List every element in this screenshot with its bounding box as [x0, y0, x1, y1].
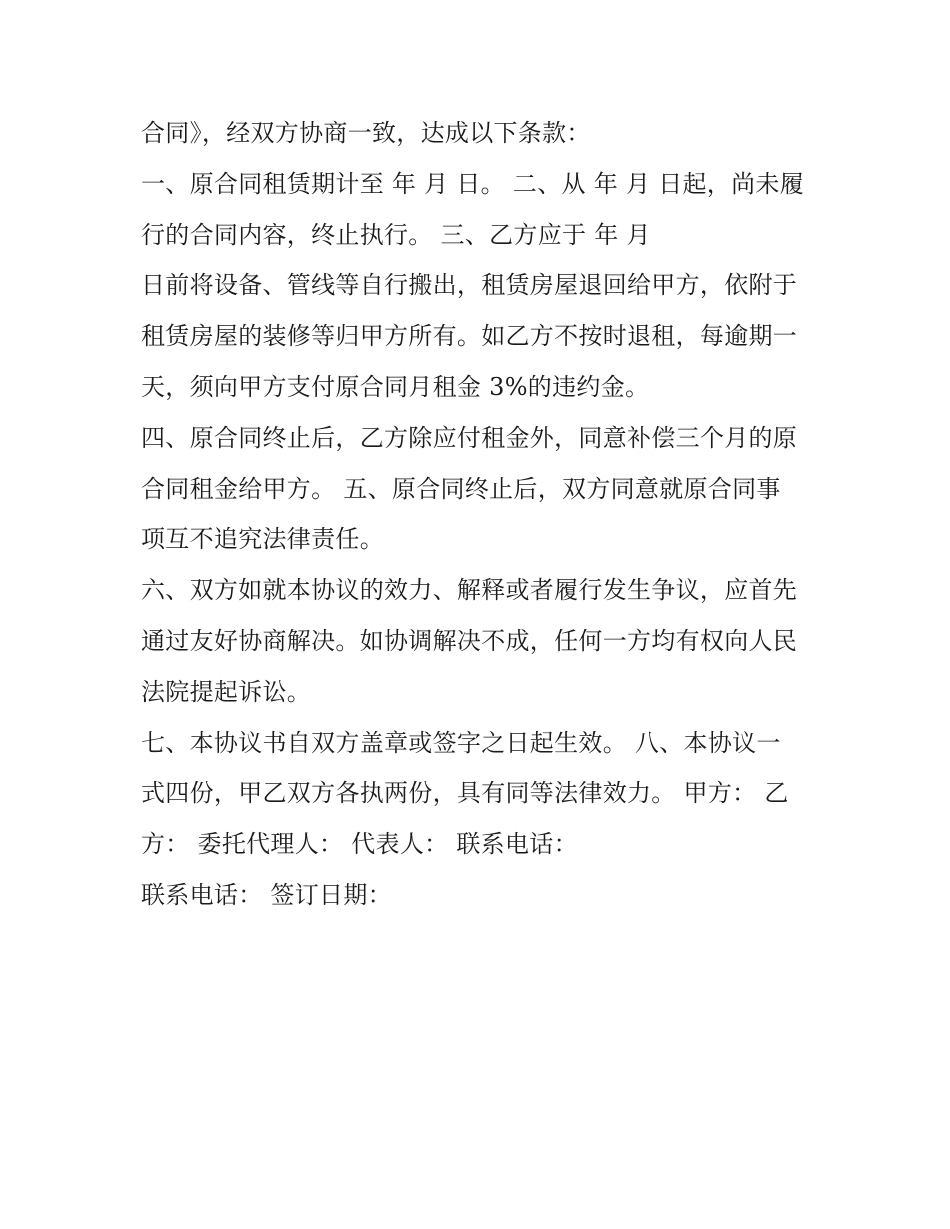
text-line: 天，须向甲方支付原合同月租金 3%的违约金。	[141, 372, 650, 401]
text-line: 租赁房屋的装修等归甲方所有。如乙方不按时退租，每逾期一	[141, 322, 798, 351]
text-line: 合同》，经双方协商一致，达成以下条款：	[141, 119, 591, 147]
text-line: 日前将设备、管线等自行搬出，租赁房屋退回给甲方，依附于	[141, 271, 798, 300]
text-line: 式四份，甲乙双方各执两份，具有同等法律效力。 甲方： 乙	[141, 779, 789, 808]
text-line: 行的合同内容，终止执行。 三、乙方应于 年 月	[141, 220, 651, 249]
text-line: 四、原合同终止后，乙方除应付租金外，同意补偿三个月的原	[141, 423, 798, 452]
agreement-body	[141, 108, 821, 921]
text-line: 方： 委托代理人： 代表人： 联系电话：	[141, 830, 578, 859]
text-line: 七、本协议书自双方盖章或签字之日起生效。 八、本协议一	[141, 728, 781, 757]
text-line: 六、双方如就本协议的效力、解释或者履行发生争议，应首先	[141, 576, 798, 605]
text-line: 法院提起诉讼。	[141, 677, 312, 706]
text-line: 项互不追究法律责任。	[141, 525, 384, 554]
text-line: 一、原合同租赁期计至 年 月 日。 二、从 年 月 日起，尚未履	[141, 169, 805, 198]
text-line: 联系电话： 签订日期：	[141, 880, 392, 909]
text-line: 通过友好协商解决。如协调解决不成，任何一方均有权向人民	[141, 626, 798, 655]
text-line: 合同租金给甲方。 五、原合同终止后，双方同意就原合同事	[141, 474, 781, 503]
